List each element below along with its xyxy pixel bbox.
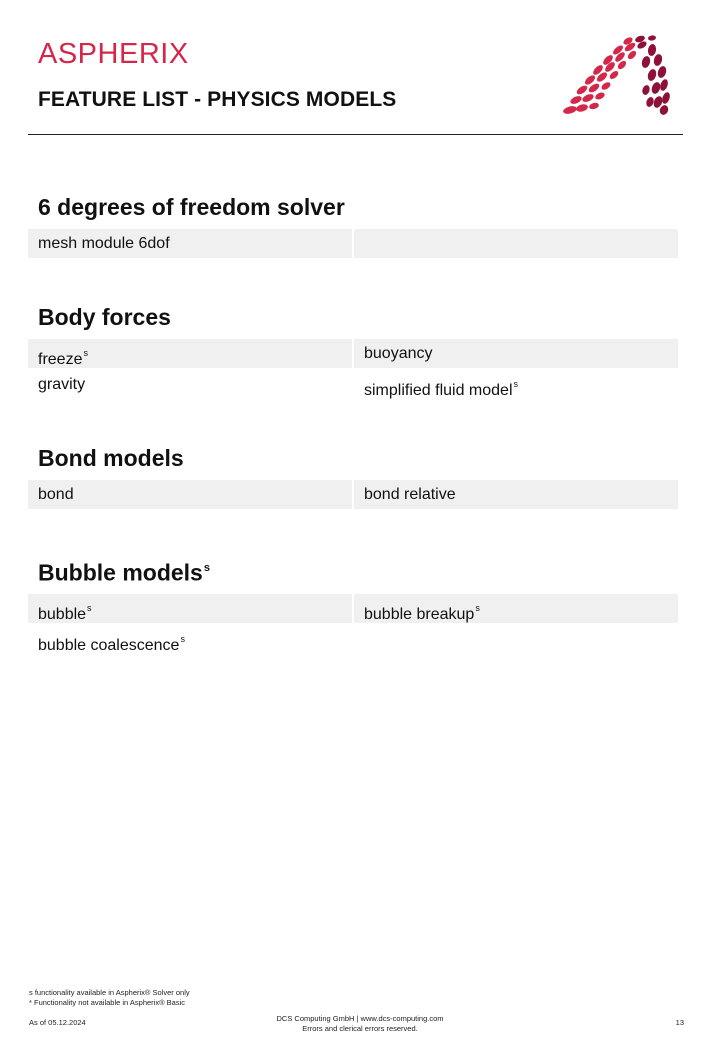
logo-dot — [562, 105, 577, 115]
footnote-solver-only: s functionality available in Aspherix® Solver only — [29, 988, 190, 997]
table-row — [28, 480, 680, 509]
table-cell: gravity — [38, 376, 86, 393]
table-cell: bubble$^s$ — [28, 594, 352, 623]
footnote-marker: s — [83, 348, 88, 358]
table-cell: freeze$^s$ — [28, 339, 352, 368]
footnotes — [29, 988, 190, 1007]
brand-name: ASPHERIX — [38, 38, 189, 70]
logo-dot — [648, 35, 657, 42]
table-cell — [354, 229, 678, 258]
logo-dot — [569, 94, 583, 105]
logo-ellipses — [562, 34, 671, 116]
logo-dot — [645, 96, 655, 108]
logo-dot — [646, 68, 657, 82]
footnote-marker: s — [475, 603, 480, 614]
footnote-marker: s — [203, 562, 210, 574]
logo-dot — [588, 102, 599, 110]
logo-dot — [641, 55, 652, 69]
footnote-not-basic: * Functionality not available in Aspherix® Basic — [29, 997, 186, 1007]
table-row — [28, 339, 680, 368]
table-cell: bubble coalescence$^s$ — [38, 634, 185, 655]
logo-dot — [600, 81, 612, 92]
logo-dot — [653, 53, 664, 67]
table-row — [28, 625, 680, 654]
table-cell: mesh module 6dof — [28, 229, 352, 258]
feature-sections — [28, 192, 680, 698]
section-body-forces — [28, 302, 680, 399]
logo-dot — [575, 103, 588, 113]
logo-dot — [659, 78, 670, 92]
logo-dot — [650, 81, 662, 95]
footnote-marker: s — [87, 603, 92, 614]
footer-company — [200, 1014, 520, 1033]
table-cell: bubble breakup$^s$ — [354, 594, 678, 623]
footer-company-line: DCS Computing GmbH | www.dcs-computing.com — [276, 1014, 444, 1023]
footnote-marker: s — [513, 379, 519, 389]
page-number: 13 — [675, 1018, 684, 1027]
logo-dot — [656, 65, 667, 79]
footer-date: As of 05.12.2024 — [29, 1018, 86, 1027]
table-row — [28, 229, 680, 258]
page-title: FEATURE LIST - PHYSICS MODELS — [38, 88, 397, 111]
section-title: Body forces — [38, 304, 171, 330]
section-title: 6 degrees of freedom solver — [38, 194, 345, 220]
section-bubble-models — [28, 553, 680, 654]
table-row — [28, 594, 680, 623]
header-divider — [28, 134, 683, 135]
logo-dot — [608, 69, 620, 80]
table-row — [28, 370, 680, 399]
table-cell — [354, 625, 678, 654]
logo-dot — [647, 43, 657, 56]
footer-disclaimer: Errors and clerical errors reserved. — [302, 1023, 418, 1033]
table-cell: bond — [28, 480, 352, 509]
table-cell: simplified fluid model$^s$ — [364, 379, 519, 400]
table-cell: buoyancy — [354, 339, 678, 368]
logo-dot — [581, 92, 595, 103]
logo-dot — [641, 84, 651, 96]
footnote-marker: s — [180, 634, 185, 645]
logo-dot — [594, 91, 606, 101]
section-title: Bond models — [38, 445, 184, 471]
table-cell: bond relative — [354, 480, 678, 509]
section-bond-models — [28, 443, 680, 509]
section-6dof — [28, 192, 680, 258]
section-title: Bubble models$^s$ — [38, 559, 210, 586]
logo-dot — [661, 91, 672, 105]
aspherix-logo-icon — [560, 30, 676, 116]
logo-dot — [575, 84, 589, 96]
